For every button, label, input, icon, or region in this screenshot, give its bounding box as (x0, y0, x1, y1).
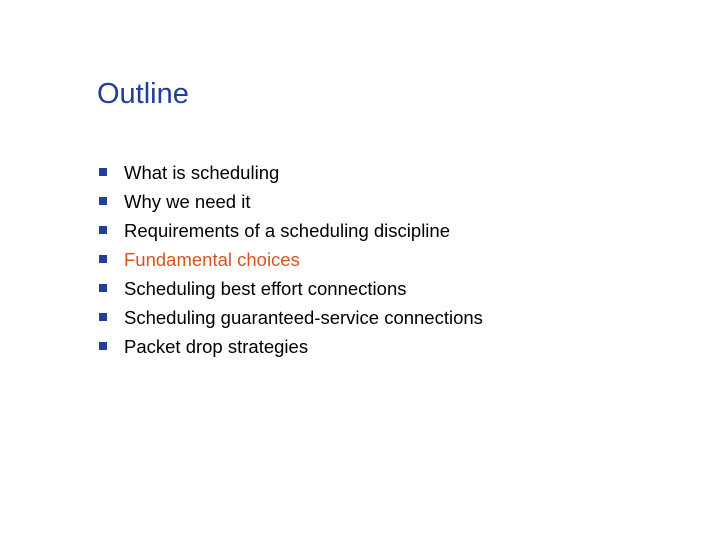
bullet-item-highlighted (97, 245, 483, 274)
bullet-item (97, 158, 483, 187)
bullet-item (97, 303, 483, 332)
square-bullet-icon (99, 284, 107, 292)
square-bullet-icon (99, 197, 107, 205)
bullet-text: Packet drop strategies (124, 336, 309, 357)
slide-title: Outline (97, 78, 189, 110)
bullet-text: Scheduling guaranteed-service connections (124, 307, 483, 328)
square-bullet-icon (99, 342, 107, 350)
bullet-item (97, 332, 483, 361)
bullet-text: Requirements of a scheduling discipline (124, 220, 450, 241)
bullet-text: Scheduling best effort connections (124, 278, 407, 299)
bullet-item (97, 187, 483, 216)
bullet-item (97, 216, 483, 245)
bullet-list (97, 158, 483, 361)
bullet-item (97, 274, 483, 303)
bullet-text: Fundamental choices (124, 249, 300, 270)
square-bullet-icon (99, 255, 107, 263)
bullet-text: What is scheduling (124, 162, 280, 183)
bullet-text: Why we need it (124, 191, 251, 212)
square-bullet-icon (99, 168, 107, 176)
square-bullet-icon (99, 226, 107, 234)
square-bullet-icon (99, 313, 107, 321)
